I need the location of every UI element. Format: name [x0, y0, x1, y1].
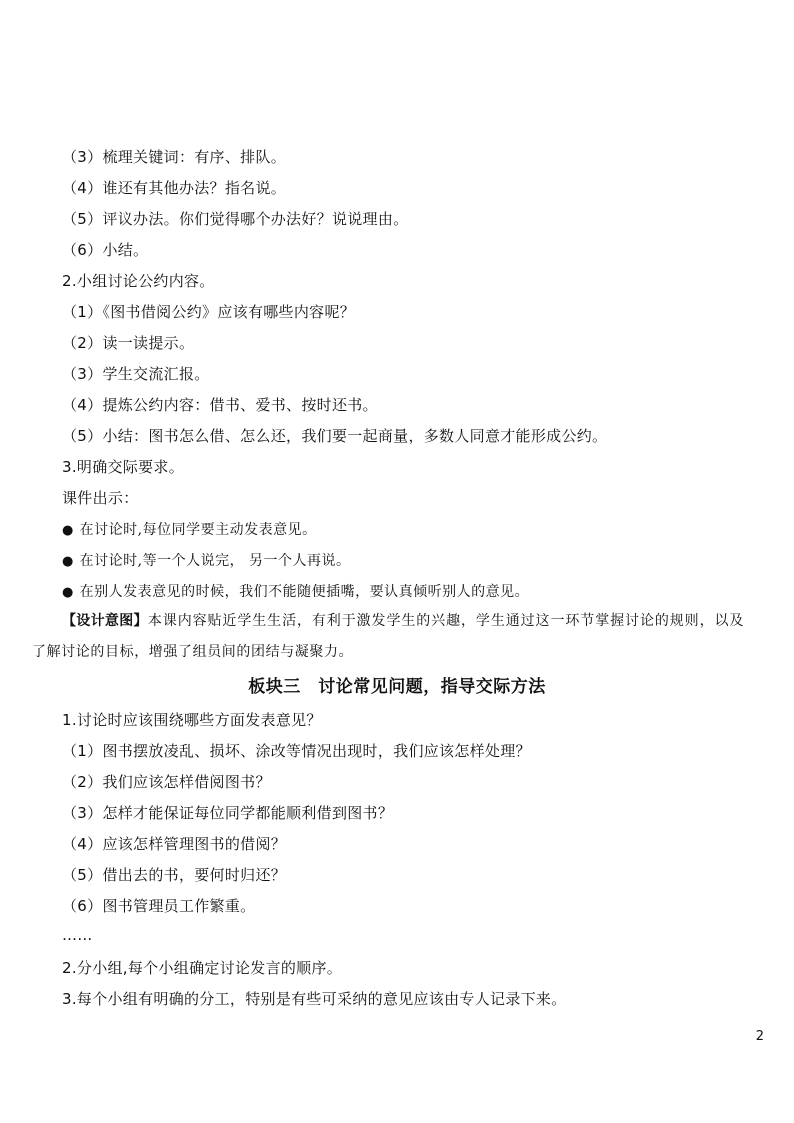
- bullet-item: [62, 581, 529, 603]
- sub-2-read-hints: （2）读一读提示。: [62, 334, 195, 352]
- bullet-text: 在别人发表意见的时候，我们不能随便插嘴，要认真倾听别人的意见。: [79, 584, 530, 600]
- item-3-requirements: 3.明确交际要求。: [62, 458, 185, 476]
- step-6-summary: （6）小结。: [62, 241, 149, 259]
- bullet-item: [62, 550, 351, 572]
- design-intent-text: 本课内容贴近学生生活，有利于激发学生的兴趣，学生通过这一环节掌握讨论的规则，以及了解讨论的目标，增强了组员间的团结与凝聚力。: [32, 613, 745, 660]
- item-3-division: 3.每个小组有明确的分工，特别是有些可采纳的意见应该由专人记录下来。: [62, 990, 567, 1008]
- sub-4-refine: （4）提炼公约内容：借书、爱书、按时还书。: [62, 396, 378, 414]
- topic-2: （2）我们应该怎样借阅图书？: [62, 773, 271, 791]
- design-intent-label: 【设计意图】: [62, 613, 148, 629]
- step-3-keywords: （3）梳理关键词：有序、排队。: [62, 148, 287, 166]
- section-heading: 板块三 讨论常见问题，指导交际方法: [248, 677, 546, 697]
- topic-4: （4）应该怎样管理图书的借阅？: [62, 835, 287, 853]
- topic-3: （3）怎样才能保证每位同学都能顺利借到图书？: [62, 804, 394, 822]
- bullet-icon: ●: [62, 585, 74, 600]
- topic-5: （5）借出去的书，要何时归还？: [62, 866, 287, 884]
- step-5-evaluate: （5）评议办法。你们觉得哪个办法好？说说理由。: [62, 210, 409, 228]
- bullet-text: 在讨论时,等一个人说完， 另一个人再说。: [79, 553, 351, 569]
- item-2-grouping: 2.分小组,每个小组确定讨论发言的顺序。: [62, 959, 343, 977]
- page-number: 2: [755, 1029, 764, 1044]
- bullet-text: 在讨论时,每位同学要主动发表意见。: [79, 522, 317, 538]
- item-2-group-discussion: 2.小组讨论公约内容。: [62, 272, 215, 290]
- bullet-item: [62, 519, 317, 541]
- bullet-icon: ●: [62, 554, 74, 569]
- ellipsis: ……: [62, 926, 93, 944]
- topic-1: （1）图书摆放凌乱、损坏、涂改等情况出现时，我们应该怎样处理？: [62, 742, 531, 760]
- bullet-icon: ●: [62, 523, 74, 538]
- topic-6: （6）图书管理员工作繁重。: [62, 897, 256, 915]
- item-1-topics: 1.讨论时应该围绕哪些方面发表意见？: [62, 711, 322, 729]
- sub-5-summary: （5）小结：图书怎么借、怎么还，我们要一起商量，多数人同意才能形成公约。: [62, 427, 608, 445]
- sub-3-report: （3）学生交流汇报。: [62, 365, 210, 383]
- courseware-label: 课件出示：: [62, 489, 139, 507]
- sub-1-contents: （1）《图书借阅公约》应该有哪些内容呢？: [62, 303, 356, 321]
- step-4-other-methods: （4）谁还有其他办法？指名说。: [62, 179, 287, 197]
- design-intent-paragraph: [32, 606, 744, 668]
